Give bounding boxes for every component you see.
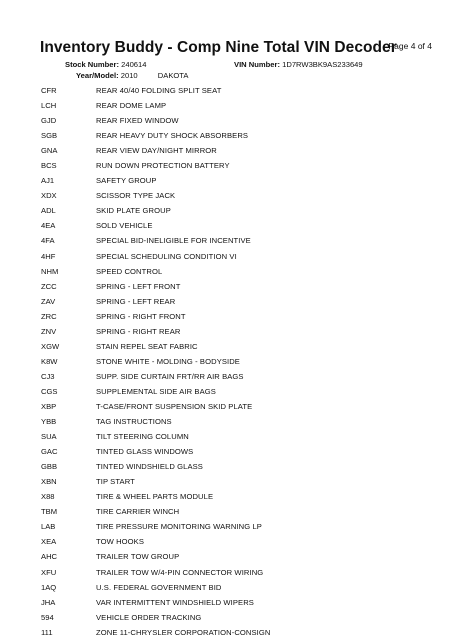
list-item (41, 83, 441, 98)
list-item (41, 309, 441, 324)
option-code: 111 (41, 627, 53, 637)
list-item (41, 324, 441, 339)
option-description: SKID PLATE GROUP (96, 206, 171, 216)
list-item (41, 173, 441, 188)
option-code: AJ1 (41, 176, 55, 186)
option-description: TINTED WINDSHIELD GLASS (96, 462, 203, 472)
list-item (41, 143, 441, 158)
stock-number-label: Stock Number: (65, 60, 120, 69)
list-item (41, 339, 441, 354)
vin-number-label: VIN Number: (234, 60, 280, 69)
list-item (41, 294, 441, 309)
option-description: STAIN REPEL SEAT FABRIC (96, 341, 198, 351)
list-item (41, 519, 441, 534)
option-code: K8W (41, 356, 58, 366)
option-description: SPECIAL BID-INELIGIBLE FOR INCENTIVE (96, 236, 251, 246)
option-description: SAFETY GROUP (96, 176, 157, 186)
option-code: YBB (41, 417, 57, 427)
option-description: SUPPLEMENTAL SIDE AIR BAGS (96, 386, 216, 396)
page-title: Inventory Buddy - Comp Nine Total VIN Decoder (40, 39, 397, 56)
stock-number-value: 240614 (121, 60, 147, 69)
option-code: 1AQ (41, 582, 57, 592)
option-code: XEA (41, 537, 57, 547)
option-description: VEHICLE ORDER TRACKING (96, 612, 202, 622)
option-code: XGW (41, 341, 60, 351)
option-description: SPRING - RIGHT REAR (96, 326, 181, 336)
option-description: TRAILER TOW GROUP (96, 552, 180, 562)
option-code: 4FA (41, 236, 55, 246)
option-code: GAC (41, 447, 58, 457)
list-item (41, 444, 441, 459)
option-description: TOW HOOKS (96, 537, 145, 547)
option-code: XBP (41, 401, 57, 411)
option-code: GBB (41, 462, 58, 472)
list-item (41, 489, 441, 504)
option-description: ZONE 11-CHRYSLER CORPORATION-CONSIGN (96, 627, 271, 637)
page-number: Page 4 of 4 (388, 41, 432, 51)
year-model-label: Year/Model: (76, 71, 119, 80)
option-code: ZRC (41, 311, 57, 321)
option-description: SPRING - LEFT FRONT (96, 281, 181, 291)
option-code: BCS (41, 161, 57, 171)
list-item (41, 188, 441, 203)
list-item (41, 595, 441, 610)
option-code: LCH (41, 101, 57, 111)
option-code: GNA (41, 146, 58, 156)
list-item (41, 504, 441, 519)
list-item (41, 113, 441, 128)
option-description: REAR FIXED WINDOW (96, 116, 179, 126)
list-item (41, 414, 441, 429)
option-code: LAB (41, 522, 56, 532)
option-code: 594 (41, 612, 54, 622)
option-description: VAR INTERMITTENT WINDSHIELD WIPERS (96, 597, 254, 607)
option-description: TRAILER TOW W/4-PIN CONNECTOR WIRING (96, 567, 264, 577)
list-item (41, 203, 441, 218)
list-item (41, 128, 441, 143)
list-item (41, 429, 441, 444)
list-item (41, 610, 441, 625)
option-description: SPECIAL SCHEDULING CONDITION VI (96, 251, 237, 261)
option-code: X88 (41, 492, 55, 502)
option-code: ZAV (41, 296, 56, 306)
list-item (41, 369, 441, 384)
list-item (41, 384, 441, 399)
option-description: STONE WHITE - MOLDING - BODYSIDE (96, 356, 240, 366)
list-item (41, 233, 441, 248)
list-item (41, 218, 441, 233)
option-description: RUN DOWN PROTECTION BATTERY (96, 161, 230, 171)
option-code: TBM (41, 507, 58, 517)
list-item (41, 625, 441, 640)
option-code: XBN (41, 477, 57, 487)
option-code: ADL (41, 206, 56, 216)
option-description: SPEED CONTROL (96, 266, 163, 276)
list-item (41, 580, 441, 595)
option-code: NHM (41, 266, 59, 276)
option-code: AHC (41, 552, 58, 562)
option-code: 4EA (41, 221, 56, 231)
option-description: TIRE CARRIER WINCH (96, 507, 180, 517)
option-code: XDX (41, 191, 57, 201)
option-description: TIP START (96, 477, 135, 487)
list-item (41, 158, 441, 173)
list-item (41, 249, 441, 264)
option-code: SGB (41, 131, 58, 141)
list-item (41, 354, 441, 369)
list-item (41, 459, 441, 474)
option-code: GJD (41, 116, 57, 126)
model-value: DAKOTA (157, 71, 189, 80)
option-code-list (41, 83, 441, 640)
option-code: CJ3 (41, 371, 55, 381)
list-item (41, 565, 441, 580)
option-code: JHA (41, 597, 56, 607)
stock-number (65, 60, 146, 69)
option-description: SPRING - LEFT REAR (96, 296, 176, 306)
option-description: SOLD VEHICLE (96, 221, 153, 231)
option-code: CGS (41, 386, 58, 396)
option-description: SCISSOR TYPE JACK (96, 191, 176, 201)
option-description: REAR HEAVY DUTY SHOCK ABSORBERS (96, 131, 249, 141)
vin-number-value: 1D7RW3BK9AS233649 (282, 60, 363, 69)
option-description: SPRING - RIGHT FRONT (96, 311, 186, 321)
option-description: REAR 40/40 FOLDING SPLIT SEAT (96, 86, 222, 95)
option-description: SUPP. SIDE CURTAIN FRT/RR AIR BAGS (96, 371, 244, 381)
option-description: TIRE & WHEEL PARTS MODULE (96, 492, 214, 502)
list-item (41, 264, 441, 279)
option-code: CFR (41, 86, 57, 95)
year-value: 2010 (120, 71, 138, 80)
option-description: REAR DOME LAMP (96, 101, 167, 111)
year-model (76, 71, 188, 80)
list-item (41, 98, 441, 113)
option-code: XFU (41, 567, 57, 577)
vin-number (234, 60, 363, 69)
option-code: SUA (41, 432, 57, 442)
option-code: ZCC (41, 281, 57, 291)
option-description: REAR VIEW DAY/NIGHT MIRROR (96, 146, 217, 156)
list-item (41, 549, 441, 564)
list-item (41, 279, 441, 294)
option-code: 4HF (41, 251, 56, 261)
option-description: U.S. FEDERAL GOVERNMENT BID (96, 582, 222, 592)
option-code: ZNV (41, 326, 57, 336)
option-description: T-CASE/FRONT SUSPENSION SKID PLATE (96, 401, 253, 411)
option-description: TIRE PRESSURE MONITORING WARNING LP (96, 522, 262, 532)
list-item (41, 534, 441, 549)
list-item (41, 474, 441, 489)
option-description: TINTED GLASS WINDOWS (96, 447, 194, 457)
list-item (41, 399, 441, 414)
option-description: TAG INSTRUCTIONS (96, 417, 172, 427)
option-description: TILT STEERING COLUMN (96, 432, 189, 442)
